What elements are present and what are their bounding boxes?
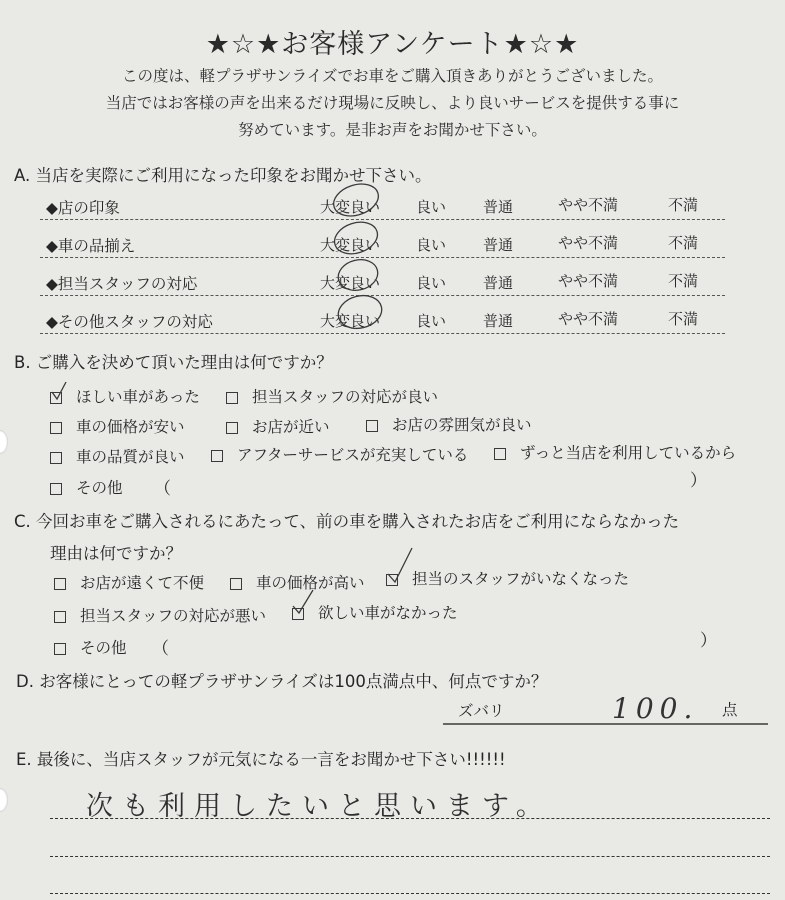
- option-bad-staff[interactable]: [54, 604, 266, 626]
- rating-average[interactable]: 普通: [483, 274, 514, 292]
- checkbox-checked[interactable]: [386, 574, 398, 586]
- checkbox[interactable]: [226, 392, 238, 404]
- option-price-high[interactable]: [230, 571, 365, 593]
- checkbox-checked[interactable]: [50, 392, 62, 404]
- option-after-service[interactable]: [211, 443, 468, 465]
- option-long-customer[interactable]: [494, 441, 736, 463]
- rating-very-good[interactable]: 大変良い: [320, 274, 381, 292]
- option-store-far[interactable]: [54, 571, 204, 593]
- punch-hole: [0, 430, 8, 454]
- option-label: 車の価格が安い: [76, 418, 185, 436]
- comment-line-2: [50, 856, 770, 857]
- section-d-heading: D. お客様にとっての軽プラザサンライズは100点満点中、何点ですか？: [16, 672, 548, 691]
- option-store-near[interactable]: [226, 415, 330, 437]
- section-a-heading: A. 当店を実際にご利用になった印象をお聞かせ下さい。: [14, 166, 432, 185]
- checkbox[interactable]: [230, 578, 242, 590]
- section-c-heading-2: 理由は何ですか？: [50, 544, 182, 563]
- option-good-quality[interactable]: [50, 445, 185, 467]
- checkbox[interactable]: [211, 450, 223, 462]
- section-e-heading: E. 最後に、当店スタッフが元気になる一言をお聞かせ下さい!!!!!!: [16, 750, 506, 769]
- rating-slightly-dissatisfied[interactable]: やや不満: [558, 234, 619, 252]
- option-label: その他: [80, 639, 127, 657]
- row-label: ◆その他スタッフの対応: [46, 313, 213, 331]
- divider: [40, 295, 725, 296]
- rating-good[interactable]: 良い: [416, 312, 447, 330]
- other-paren-close: ）: [690, 471, 707, 491]
- checkbox[interactable]: [50, 483, 62, 495]
- other-paren-open: （: [154, 479, 171, 499]
- rating-very-good[interactable]: 大変良い: [320, 236, 381, 254]
- option-wanted-car[interactable]: [50, 385, 200, 407]
- row-label: ◆店の印象: [46, 199, 120, 217]
- checkbox[interactable]: [50, 452, 62, 464]
- option-good-atmosphere[interactable]: [366, 413, 532, 435]
- checkbox[interactable]: [54, 643, 66, 655]
- rating-dissatisfied[interactable]: 不満: [668, 272, 699, 290]
- section-b-heading: B. ご購入を決めて頂いた理由は何ですか？: [14, 353, 333, 372]
- option-label: 担当スタッフの対応が悪い: [80, 607, 267, 625]
- intro-line-3: 努めています。是非お声をお聞かせ下さい。: [238, 121, 547, 139]
- rating-good[interactable]: 良い: [416, 274, 447, 292]
- option-label: 車の価格が高い: [256, 574, 365, 592]
- checkbox[interactable]: [366, 420, 378, 432]
- rating-good[interactable]: 良い: [416, 236, 447, 254]
- punch-hole: [0, 788, 8, 812]
- other-paren-open: （: [152, 639, 169, 659]
- option-other-b[interactable]: [50, 476, 123, 498]
- rating-dissatisfied[interactable]: 不満: [668, 310, 699, 328]
- score-prefix: ズバリ: [458, 702, 505, 720]
- option-label: ほしい車があった: [76, 388, 200, 406]
- option-label: お店が近い: [252, 418, 330, 436]
- row-label: ◆車の品揃え: [46, 237, 136, 255]
- option-label: 欲しい車がなかった: [318, 604, 458, 622]
- row-label: ◆担当スタッフの対応: [46, 275, 198, 293]
- checkbox[interactable]: [494, 448, 506, 460]
- option-label: お店の雰囲気が良い: [392, 416, 532, 434]
- option-label: 車の品質が良い: [76, 448, 185, 466]
- rating-good[interactable]: 良い: [416, 198, 447, 216]
- rating-slightly-dissatisfied[interactable]: やや不満: [558, 196, 619, 214]
- option-staff-gone[interactable]: [386, 567, 629, 589]
- option-label: お店が遠くて不便: [80, 574, 205, 592]
- checkbox-checked[interactable]: [292, 608, 304, 620]
- rating-dissatisfied[interactable]: 不満: [668, 196, 699, 214]
- rating-average[interactable]: 普通: [483, 198, 514, 216]
- rating-very-good[interactable]: 大変良い: [320, 198, 381, 216]
- rating-very-good[interactable]: 大変良い: [320, 312, 381, 330]
- option-label: 担当のスタッフがいなくなった: [412, 570, 630, 588]
- other-paren-close: ）: [700, 631, 717, 651]
- score-unit: 点: [722, 701, 738, 719]
- option-cheap-price[interactable]: [50, 415, 185, 437]
- option-label: ずっと当店を利用しているから: [520, 444, 737, 462]
- score-value[interactable]: 100.: [612, 692, 699, 725]
- option-label: その他: [76, 479, 123, 497]
- rating-dissatisfied[interactable]: 不満: [668, 234, 699, 252]
- survey-title: ★☆★お客様アンケート★☆★: [205, 29, 580, 60]
- checkbox[interactable]: [226, 422, 238, 434]
- comment-answer[interactable]: 次も利用したいと思います。: [86, 791, 552, 822]
- intro-line-1: この度は、軽プラザサンライズでお車をご購入頂きありがとうございました。: [121, 67, 664, 85]
- option-label: アフターサービスが充実している: [237, 446, 469, 464]
- intro-line-2: 当店ではお客様の声を出来るだけ現場に反映し、より良いサービスを提供する事に: [105, 94, 680, 112]
- option-good-staff[interactable]: [226, 385, 438, 407]
- divider: [40, 219, 725, 220]
- option-other-c[interactable]: [54, 636, 127, 658]
- rating-average[interactable]: 普通: [483, 312, 514, 330]
- comment-line-3: [50, 893, 770, 894]
- comment-line-1: [50, 818, 770, 819]
- rating-average[interactable]: 普通: [483, 236, 514, 254]
- section-c-heading-1: C. 今回お車をご購入されるにあたって、前の車を購入されたお店をご利用にならなかった: [14, 512, 680, 531]
- divider: [40, 257, 725, 258]
- option-label: 担当スタッフの対応が良い: [252, 388, 439, 406]
- divider: [40, 333, 725, 334]
- checkbox[interactable]: [54, 578, 66, 590]
- option-no-car[interactable]: [292, 601, 458, 623]
- checkbox[interactable]: [50, 422, 62, 434]
- rating-slightly-dissatisfied[interactable]: やや不満: [558, 272, 619, 290]
- checkbox[interactable]: [54, 611, 66, 623]
- rating-slightly-dissatisfied[interactable]: やや不満: [558, 310, 619, 328]
